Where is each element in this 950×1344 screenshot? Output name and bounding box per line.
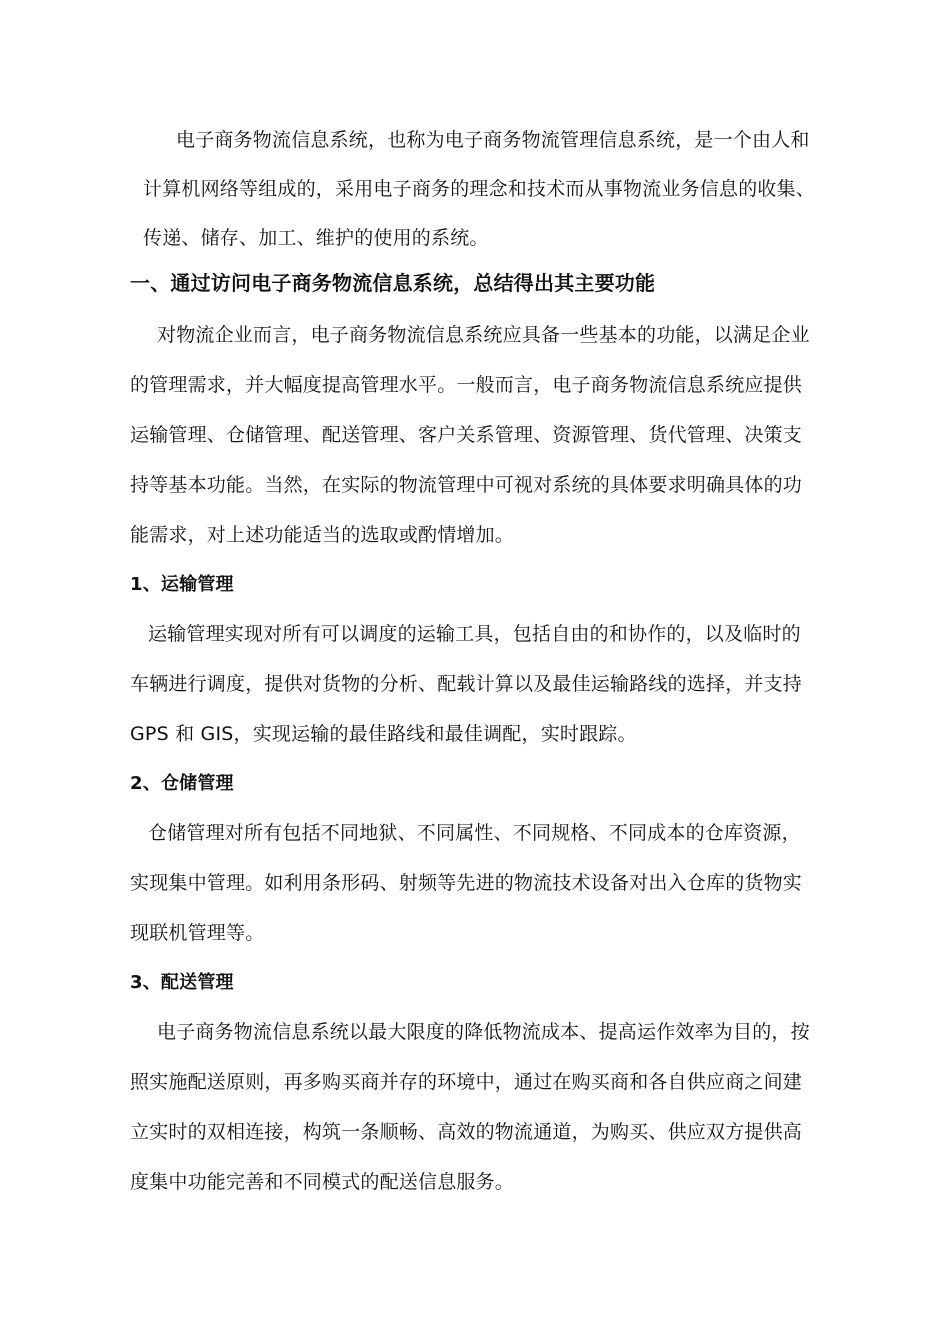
- intro-line-1: 电子商务物流信息系统，也称为电子商务物流管理信息系统，是一个由人和: [176, 129, 810, 151]
- transport-line-2: 车辆进行调度，提供对货物的分析、配载计算以及最佳运输路线的选择，并支持: [130, 673, 803, 695]
- warehouse-line-2: 实现集中管理。如利用条形码、射频等先进的物流技术设备对出入仓库的货物实: [130, 872, 803, 894]
- section1-line-1: 对物流企业而言，电子商务物流信息系统应具备一些基本的功能，以满足企业: [157, 324, 810, 346]
- intro-line-2: 计算机网络等组成的，采用电子商务的理念和技术而从事物流业务信息的收集、: [143, 178, 816, 200]
- distribution-line-3: 立实时的双相连接，构筑一条顺畅、高效的物流通道，为购买、供应双方提供高: [130, 1121, 803, 1143]
- intro-line-3: 传递、储存、加工、维护的使用的系统。: [143, 227, 489, 249]
- warehouse-line-1: 仓储管理对所有包括不同地狱、不同属性、不同规格、不同成本的仓库资源，: [148, 822, 801, 844]
- distribution-line-4: 度集中功能完善和不同模式的配送信息服务。: [130, 1171, 515, 1193]
- warehouse-heading: 2、仓储管理: [130, 773, 234, 794]
- section-heading: 一、通过访问电子商务物流信息系统，总结得出其主要功能: [130, 271, 656, 295]
- transport-line-1: 运输管理实现对所有可以调度的运输工具，包括自由的和协作的，以及临时的: [148, 623, 801, 645]
- section1-line-2: 的管理需求，并大幅度提高管理水平。一般而言，电子商务物流信息系统应提供: [130, 374, 803, 396]
- distribution-line-1: 电子商务物流信息系统以最大限度的降低物流成本、提高运作效率为目的，按: [157, 1021, 810, 1043]
- warehouse-line-3: 现联机管理等。: [130, 922, 265, 944]
- section1-line-5: 能需求，对上述功能适当的选取或酌情增加。: [130, 524, 515, 546]
- transport-heading: 1、运输管理: [130, 574, 234, 595]
- section1-line-3: 运输管理、仓储管理、配送管理、客户关系管理、资源管理、货代管理、决策支: [130, 424, 803, 446]
- section1-line-4: 持等基本功能。当然，在实际的物流管理中可视对系统的具体要求明确具体的功: [130, 474, 803, 496]
- distribution-heading: 3、配送管理: [130, 972, 234, 993]
- distribution-line-2: 照实施配送原则，再多购买商并存的环境中，通过在购买商和各自供应商之间建: [130, 1071, 803, 1093]
- transport-line-3: GPS 和 GIS，实现运输的最佳路线和最佳调配，实时跟踪。: [130, 723, 637, 745]
